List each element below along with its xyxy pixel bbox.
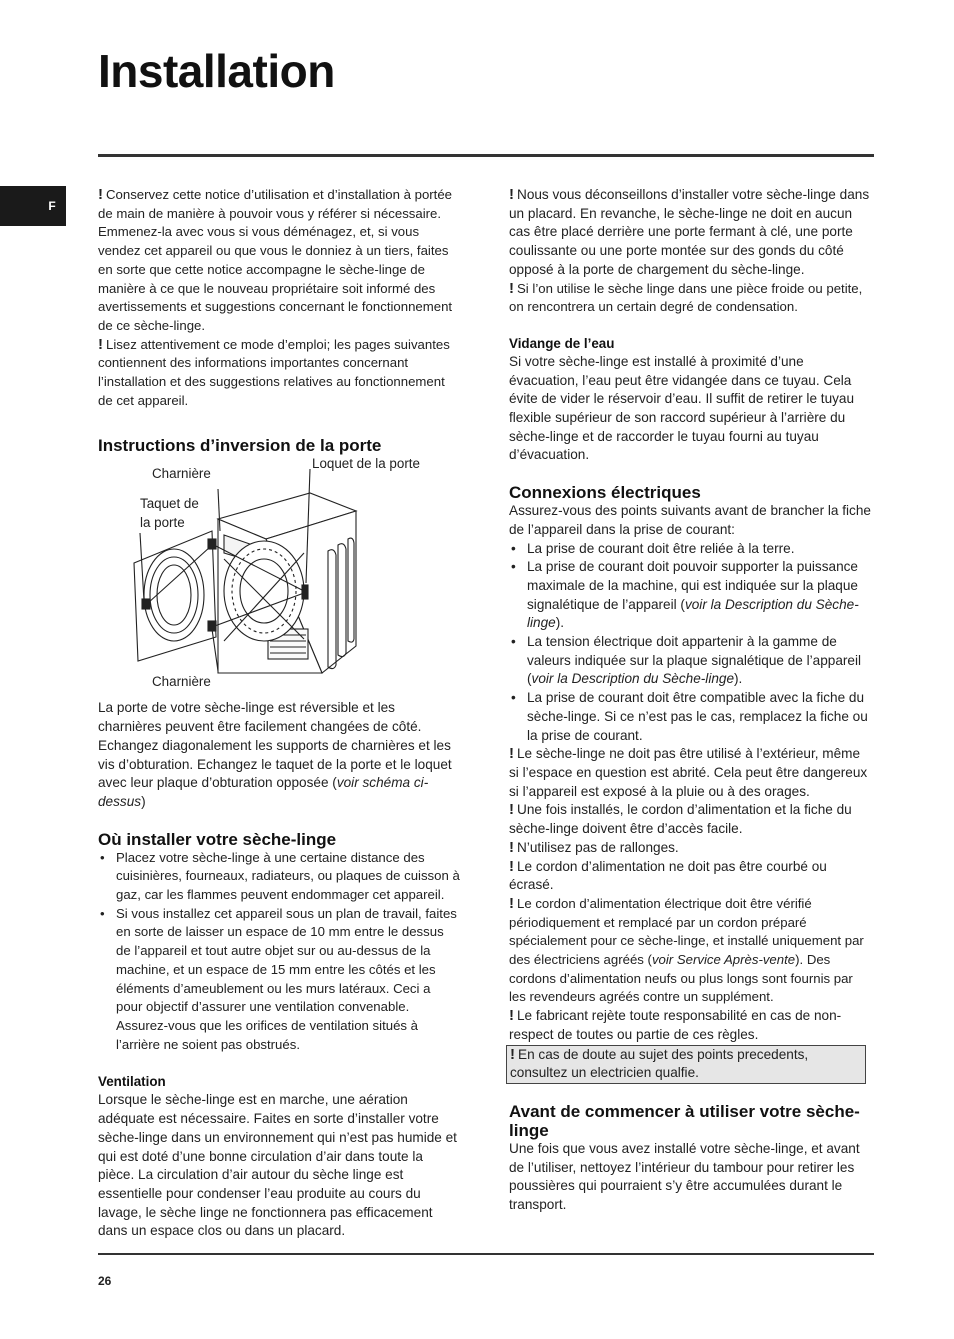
list-item: • La tension électrique doit appartenir à la gamme de valeurs indiquée sur la plaque signalétique de l’appareil (voir la Description du Sèche-linge). bbox=[509, 633, 871, 689]
warning-mark: ! bbox=[509, 279, 514, 297]
warning-mark: ! bbox=[509, 857, 514, 875]
intro-paragraph-1: ! Conservez cette notice d’utilisation et d’installation à portée de main de manière à pouvoir vous y référer si nécessaire. Emmenez-la avec vous si vous déménagez, et, si vous vendez cet appareil ou que vous le donniez à un tiers, faites en sorte que cette notice accompagne le sèche-linge de manière à ce que le nouveau propriétaire soit informé des avertissements et suggestions concernant le fonctionnement de ce sèche-linge. bbox=[98, 186, 453, 333]
extension-warning: ! N’utilisez pas de rallonges. bbox=[509, 838, 679, 856]
hinge-top-label: Charnière bbox=[152, 466, 211, 482]
electric-intro: Assurez-vous des points suivants avant de brancher la fiche de l’appareil dans la prise de courant: bbox=[509, 503, 871, 537]
top-divider bbox=[98, 154, 874, 157]
cord-bend-warning: ! Le cordon d’alimentation ne doit pas être courbé ou écrasé. bbox=[509, 857, 827, 893]
before-use-paragraph: Une fois que vous avez installé votre sèche-linge, et avant de l’utiliser, nettoyez l’intérieur du tambour pour retirer les poussières qui pourraient s’y être accumulées durant le transport. bbox=[509, 1140, 860, 1213]
right-column bbox=[509, 186, 871, 1215]
list-item: • Placez votre sèche-linge à une certaine distance des cuisinières, fourneaux, radiateurs, ou plaques de cuisson à gaz, car les flammes peuvent endommager cet appareil. bbox=[98, 849, 460, 905]
warning-mark: ! bbox=[509, 801, 514, 819]
warning-mark: ! bbox=[509, 1007, 514, 1025]
intro-paragraph-2: ! Lisez attentivement ce mode d’emploi; les pages suivantes contiennent des informations importantes concernant l’installation et des suggestions relatives au fonctionnement de cet appareil. bbox=[98, 335, 450, 408]
bottom-divider bbox=[98, 1253, 874, 1255]
list-item: • La prise de courant doit pouvoir supporter la puissance maximale de la machine, qui est indiquée sur la plaque signalétique de l’appareil (voir la Description du Sèche-linge). bbox=[509, 558, 871, 633]
list-item: • Si vous installez cet appareil sous un plan de travail, faites en sorte de laisser un espace de 10 mm entre le dessus de l’appareil et tout autre objet sur ou au-dessus de la machine, et un espace de 15 mm entre les côtés et les éléments d’ameublement ou les murs latéraux. Ceci a pour objectif d’assurer une ventilation convenable. Assurez-vous que les orifices de ventilation situés à l’arrière ne soient pas obstrués. bbox=[98, 905, 460, 1055]
warning-mark: ! bbox=[509, 894, 514, 912]
page-title: Installation bbox=[98, 45, 335, 97]
cord-check-warning: ! Le cordon d’alimentation électrique doit être vérifié périodiquement et remplacé par un cordon préparé spécialement pour ce sèche-linge, et installé uniquement par des électriciens agréés (voir Service Après-vente). Des cordons d’alimentation neufs ou plus longs sont fournis par les revendeurs agréés contre un supplément. bbox=[509, 894, 864, 1005]
door-heading: Instructions d’inversion de la porte bbox=[98, 436, 382, 456]
door-reversal-diagram bbox=[98, 456, 460, 695]
hinge-bottom-label: Charnière bbox=[152, 674, 211, 690]
warning-mark: ! bbox=[98, 335, 103, 353]
language-tab: F bbox=[0, 186, 66, 226]
electric-heading: Connexions électriques bbox=[509, 483, 701, 503]
left-column bbox=[98, 186, 460, 1241]
latch-label: Loquet de la porte bbox=[312, 456, 420, 472]
warning-mark: ! bbox=[509, 745, 514, 763]
list-item: • La prise de courant doit être reliée à la terre. bbox=[509, 540, 871, 559]
before-use-heading: Avant de commencer à utiliser votre sèche-linge bbox=[509, 1101, 860, 1140]
where-heading: Où installer votre sèche-linge bbox=[98, 829, 337, 849]
liability-warning: ! Le fabricant rejète toute responsabilité en cas de non-respect de toutes ou partie de ces règles. bbox=[509, 1007, 842, 1042]
catch-label: Taquet de la porte bbox=[140, 496, 199, 530]
door-paragraph: La porte de votre sèche-linge est réversible et les charnières peuvent être facilement changées de côté. Echangez diagonalement les supports de charnières et les vis d’obturation. Echangez le taquet de la porte et le loquet avec leur plaque d’obturation opposée (voir schéma ci-dessus) bbox=[98, 700, 452, 809]
where-list bbox=[98, 849, 460, 1055]
page-number: 26 bbox=[98, 1274, 112, 1288]
drain-heading: Vidange de l’eau bbox=[509, 335, 615, 351]
condensation-warning: ! Si l’on utilise le sèche linge dans une pièce froide ou petite, on rencontrera un certain degré de condensation. bbox=[509, 279, 863, 315]
warning-mark: ! bbox=[509, 186, 514, 203]
access-warning: ! Une fois installés, le cordon d’alimentation et la fiche du sèche-linge doivent être d’accès facile. bbox=[509, 801, 852, 837]
warning-mark: ! bbox=[509, 838, 514, 856]
outdoor-warning: ! Le sèche-linge ne doit pas être utilisé à l’extérieur, même si l’espace en question est abrité. Cela peut être dangereux si l’appareil est exposé à la pluie ou à des orages. bbox=[509, 745, 868, 799]
drain-paragraph: Si votre sèche-linge est installé à proximité d’une évacuation, l’eau peut être vidangée dans ce tuyau. Cela évite de vider le réservoir d’eau. Il suffit de retirer le tuyau flexible supérieur de son raccord supérieur à l’arrière du sèche-linge et de raccorder le tuyau fourni au tuyau d’évacuation. bbox=[509, 353, 855, 463]
warning-mark: ! bbox=[510, 1045, 515, 1063]
ventilation-paragraph: Lorsque le sèche-linge est en marche, une aération adéquate est nécessaire. Faites en sorte d’installer votre sèche-linge dans un environnement qui n’est pas humide et qui est doté d’une bonne circulation d’air dans toute la pièce. La circulation d’air autour du sèche linge est essentielle pour condenser l’eau produite au cours du lavage, le sèche linge ne fonctionnera pas efficacement dans un espace clos ou dans un placard. bbox=[98, 1092, 457, 1239]
warning-mark: ! bbox=[98, 186, 103, 203]
electric-list bbox=[509, 540, 871, 746]
cupboard-warning: ! Nous vous déconseillons d’installer votre sèche-linge dans un placard. En revanche, le sèche-linge ne doit en aucun cas être placé derrière une porte fermant à clé, une porte coulissante ou une porte montée sur des gonds du côté opposé à la porte de chargement du sèche-linge. bbox=[509, 186, 870, 277]
ventilation-heading: Ventilation bbox=[98, 1074, 166, 1090]
electrician-notice-box: ! En cas de doute au sujet des points precedents, consultez un electricien qualfie. bbox=[506, 1045, 866, 1084]
list-item: • La prise de courant doit être compatible avec la fiche du sèche-linge. Si ce n’est pas le cas, remplacez la fiche ou la prise de courant. bbox=[509, 689, 871, 745]
